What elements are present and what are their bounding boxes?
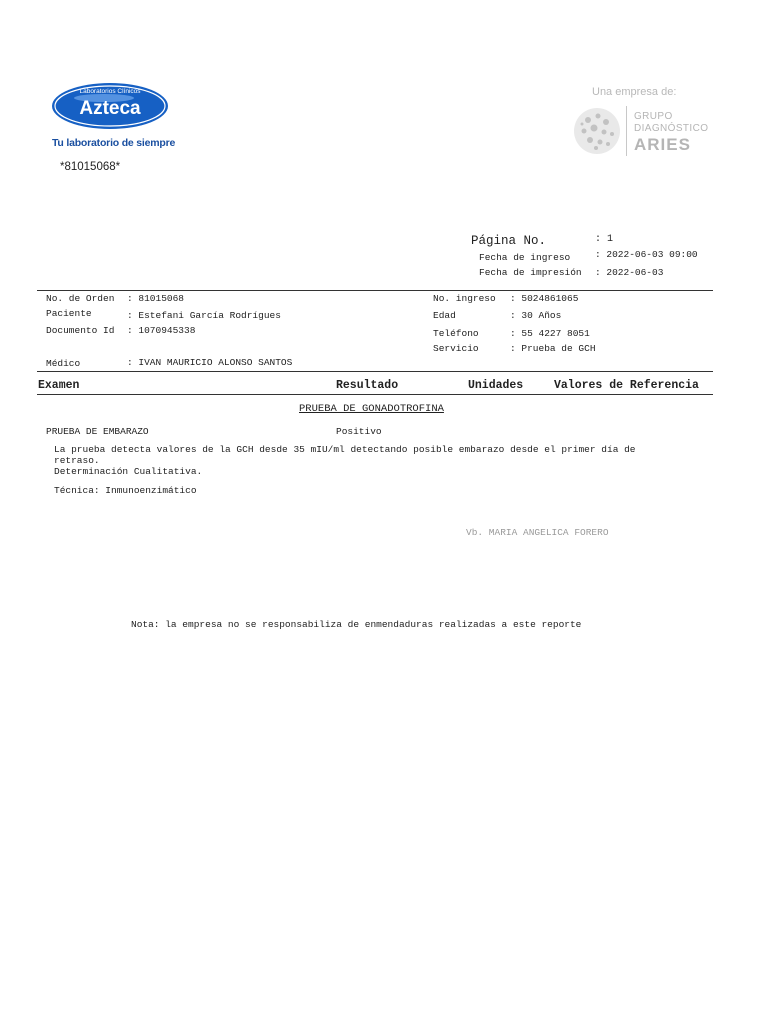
col-referencia: Valores de Referencia [554, 379, 699, 392]
test-name: PRUEBA DE EMBARAZO [46, 426, 149, 437]
logo-brand-text: Azteca [79, 98, 141, 119]
divider-patient [37, 371, 713, 372]
logo-top-text: Laboratorios Clínicos [79, 88, 141, 95]
section-title: PRUEBA DE GONADOTROFINA [299, 403, 444, 415]
test-result: Positivo [336, 426, 382, 437]
fecha-ingreso-label: Fecha de ingreso [479, 252, 571, 263]
fecha-impresion-label: Fecha de impresión [479, 267, 582, 278]
fecha-ingreso-value: : 2022-06-03 09:00 [595, 249, 698, 260]
paciente-value: : Estefani García Rodrígues [127, 310, 281, 321]
aries-brand: ARIES [634, 135, 691, 154]
test-description-line2: retraso. [54, 455, 100, 466]
medico-label: Médico [46, 358, 81, 369]
documento-label: Documento Id [46, 325, 115, 336]
aries-logo [570, 104, 720, 160]
test-description-line1: La prueba detecta valores de la GCH desde 35 mIU/ml detectando posible embarazo desde el primer día de [54, 444, 636, 455]
barcode-text: *81015068* [60, 161, 121, 173]
test-determination: Determinación Cualitativa. [54, 466, 203, 477]
test-technique: Técnica: Inmunoenzimático [54, 485, 197, 496]
edad-label: Edad [433, 310, 456, 321]
pagina-value: : 1 [595, 234, 614, 245]
divider-header [37, 394, 713, 395]
edad-value: : 30 Años [510, 310, 562, 321]
logo-tagline: Tu laboratorio de siempre [52, 137, 176, 149]
divider-top [37, 290, 713, 291]
ingreso-label: No. ingreso [433, 293, 496, 304]
signature: Vb. MARIA ANGELICA FORERO [466, 527, 609, 538]
group-intro: Una empresa de: [592, 86, 677, 98]
aries-line1: GRUPO [634, 111, 673, 122]
col-unidades: Unidades [468, 379, 524, 392]
servicio-label: Servicio [433, 343, 479, 354]
ingreso-value: : 5024861065 [510, 293, 579, 304]
medico-value: : IVAN MAURICIO ALONSO SANTOS [127, 357, 293, 368]
col-resultado: Resultado [336, 379, 399, 392]
telefono-value: : 55 4227 8051 [510, 328, 590, 339]
fecha-impresion-value: : 2022-06-03 [595, 267, 664, 278]
paciente-label: Paciente [46, 308, 92, 319]
aries-divider [626, 106, 627, 156]
col-examen: Examen [38, 379, 80, 392]
aries-line2: DIAGNÓSTICO [634, 123, 709, 134]
disclaimer-note: Nota: la empresa no se responsabiliza de enmendaduras realizadas a este reporte [131, 619, 582, 630]
orden-value: : 81015068 [127, 293, 185, 304]
pagina-label: Página No. [471, 234, 547, 248]
documento-value: : 1070945338 [127, 325, 196, 336]
aries-globe-icon [570, 104, 624, 158]
orden-label: No. de Orden [46, 293, 115, 304]
servicio-value: : Prueba de GCH [510, 343, 596, 354]
azteca-logo-shape [48, 78, 176, 134]
telefono-label: Teléfono [433, 328, 479, 339]
